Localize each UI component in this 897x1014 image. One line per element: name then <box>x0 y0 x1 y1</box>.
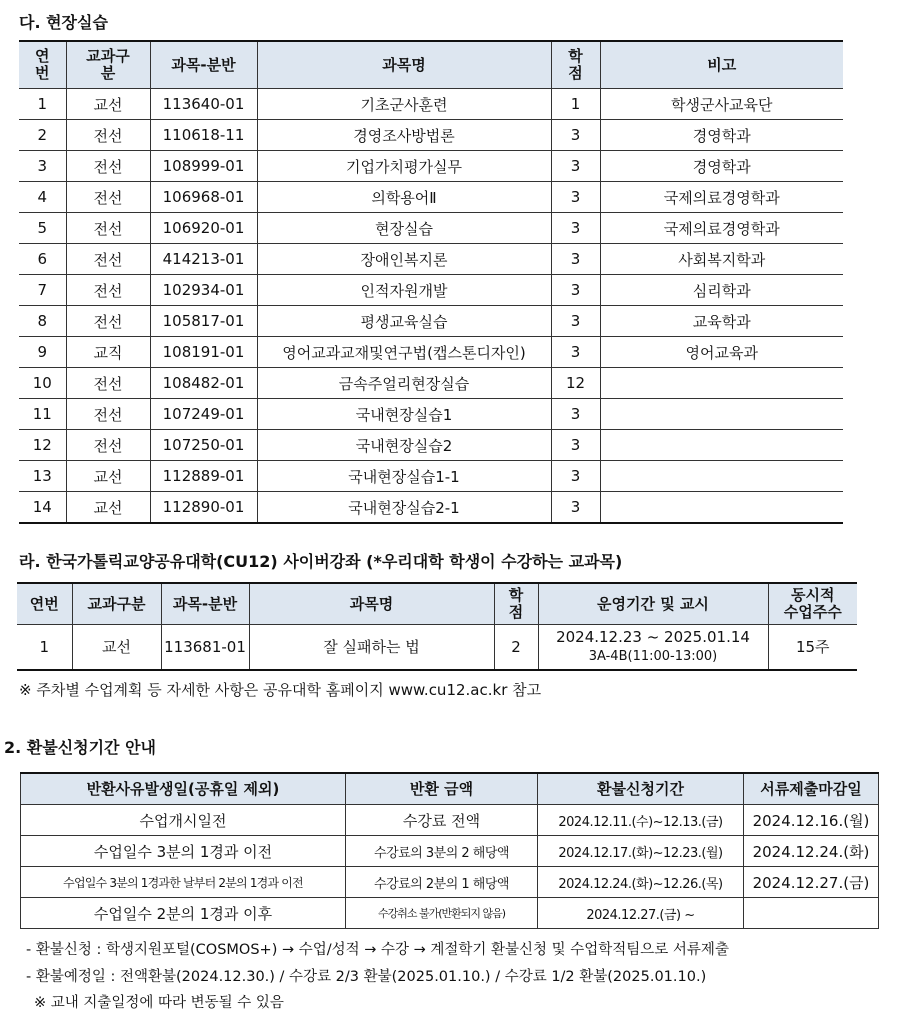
col-header-period: 운영기간 및 교시 <box>538 583 768 625</box>
table-row <box>19 244 843 275</box>
cell-remark <box>600 368 843 399</box>
cell-name: 영어교과교재및연구법(캡스톤디자인) <box>257 337 551 368</box>
cell-credit: 2 <box>494 625 538 671</box>
cell-period <box>538 625 768 671</box>
table-header-row <box>19 41 843 89</box>
cell-type: 교선 <box>66 89 150 120</box>
cell-code: 113681-01 <box>161 625 249 671</box>
cell-amount: 수강료의 3분의 2 해당액 <box>346 836 538 867</box>
cell-remark: 심리학과 <box>600 275 843 306</box>
cell-remark: 사회복지학과 <box>600 244 843 275</box>
cell-period: 2024.12.24.(화)~12.26.(목) <box>538 867 744 898</box>
col-header-name: 과목명 <box>257 41 551 89</box>
table-row <box>19 275 843 306</box>
cell-name: 국내현장실습1-1 <box>257 461 551 492</box>
cell-type: 전선 <box>66 213 150 244</box>
cell-credit: 3 <box>551 306 600 337</box>
table-row <box>21 898 879 929</box>
col-header-type: 교과구 분 <box>66 41 150 89</box>
table-row <box>21 805 879 836</box>
cell-type: 전선 <box>66 399 150 430</box>
cell-name: 경영조사방법론 <box>257 120 551 151</box>
cell-credit: 3 <box>551 244 600 275</box>
cell-name: 국내현장실습2 <box>257 430 551 461</box>
cell-period: 2024.12.17.(화)~12.23.(월) <box>538 836 744 867</box>
table-row <box>17 625 857 671</box>
cell-no: 6 <box>19 244 66 275</box>
cell-type: 전선 <box>66 151 150 182</box>
cell-credit: 3 <box>551 120 600 151</box>
cell-name: 기초군사훈련 <box>257 89 551 120</box>
cell-credit: 3 <box>551 337 600 368</box>
cell-credit: 3 <box>551 399 600 430</box>
cell-code: 108999-01 <box>150 151 257 182</box>
cell-type: 전선 <box>66 275 150 306</box>
cell-no: 12 <box>19 430 66 461</box>
cell-no: 4 <box>19 182 66 213</box>
table-row <box>19 306 843 337</box>
cell-name: 인적자원개발 <box>257 275 551 306</box>
cell-type: 전선 <box>66 368 150 399</box>
cell-credit: 3 <box>551 182 600 213</box>
cell-type: 교직 <box>66 337 150 368</box>
cell-name: 잘 실패하는 법 <box>249 625 494 671</box>
cell-type: 전선 <box>66 306 150 337</box>
col-header-no: 연번 <box>17 583 72 625</box>
cell-no: 9 <box>19 337 66 368</box>
cell-credit: 12 <box>551 368 600 399</box>
col-header-amount: 반환 금액 <box>346 773 538 805</box>
cell-credit: 1 <box>551 89 600 120</box>
cell-no: 8 <box>19 306 66 337</box>
table-row <box>19 492 843 524</box>
cell-code: 108482-01 <box>150 368 257 399</box>
cell-no: 10 <box>19 368 66 399</box>
cell-remark <box>600 492 843 524</box>
period-dates: 2024.12.23 ~ 2025.01.14 <box>556 628 750 646</box>
cell-type: 전선 <box>66 244 150 275</box>
cell-credit: 3 <box>551 151 600 182</box>
cell-name: 현장실습 <box>257 213 551 244</box>
cell-type: 전선 <box>66 430 150 461</box>
table-row <box>19 461 843 492</box>
cell-weeks: 15주 <box>768 625 857 671</box>
cell-no: 1 <box>19 89 66 120</box>
table-row <box>19 120 843 151</box>
table-row <box>19 430 843 461</box>
cell-credit: 3 <box>551 492 600 524</box>
cell-code: 110618-11 <box>150 120 257 151</box>
cell-remark: 경영학과 <box>600 151 843 182</box>
table-header-row <box>21 773 879 805</box>
refund-note-change: ※ 교내 지출일정에 따라 변동될 수 있음 <box>34 995 284 1011</box>
cu12-note: ※ 주차별 수업계획 등 자세한 사항은 공유대학 홈페이지 www.cu12.ac.kr 참고 <box>19 681 542 699</box>
cell-code: 107250-01 <box>150 430 257 461</box>
cell-remark <box>600 430 843 461</box>
col-header-no: 연 번 <box>19 41 66 89</box>
table-row <box>19 151 843 182</box>
cell-name: 국내현장실습1 <box>257 399 551 430</box>
table-row <box>19 89 843 120</box>
cell-code: 107249-01 <box>150 399 257 430</box>
cell-no: 5 <box>19 213 66 244</box>
cell-reason: 수업일수 3분의 1경과 이전 <box>21 836 346 867</box>
cell-type: 전선 <box>66 182 150 213</box>
col-header-deadline: 서류제출마감일 <box>744 773 879 805</box>
col-header-remark: 비고 <box>600 41 843 89</box>
cell-credit: 3 <box>551 213 600 244</box>
cell-no: 11 <box>19 399 66 430</box>
col-header-code: 과목-분반 <box>161 583 249 625</box>
cell-type: 교선 <box>72 625 161 671</box>
table-row <box>19 182 843 213</box>
table-row <box>19 337 843 368</box>
col-header-reason: 반환사유발생일(공휴일 제외) <box>21 773 346 805</box>
cell-code: 414213-01 <box>150 244 257 275</box>
refund-title: 2. 환불신청기간 안내 <box>4 738 156 757</box>
table-header-row <box>17 583 857 625</box>
cell-credit: 3 <box>551 275 600 306</box>
cell-credit: 3 <box>551 461 600 492</box>
cell-name: 금속주얼리현장실습 <box>257 368 551 399</box>
col-header-weeks: 동시적 수업주수 <box>768 583 857 625</box>
cell-name: 국내현장실습2-1 <box>257 492 551 524</box>
col-header-credit: 학 점 <box>551 41 600 89</box>
cell-code: 112890-01 <box>150 492 257 524</box>
col-header-code: 과목-분반 <box>150 41 257 89</box>
table-body <box>19 89 843 524</box>
cell-credit: 3 <box>551 430 600 461</box>
cell-type: 교선 <box>66 492 150 524</box>
cyber-course-table <box>17 582 857 671</box>
cell-reason: 수업일수 3분의 1경과한 날부터 2분의 1경과 이전 <box>21 867 346 898</box>
cell-remark: 영어교육과 <box>600 337 843 368</box>
cell-no: 1 <box>17 625 72 671</box>
cell-remark: 교육학과 <box>600 306 843 337</box>
period-time: 3A-4B(11:00-13:00) <box>588 649 718 664</box>
cell-deadline: 2024.12.24.(화) <box>744 836 879 867</box>
cell-amount: 수강취소 불가(반환되지 않음) <box>346 898 538 929</box>
refund-note-apply: - 환불신청 : 학생지원포털(COSMOS+) → 수업/성적 → 수강 → 계절학기 환불신청 및 수업학적팀으로 서류제출 <box>26 942 729 958</box>
cell-remark: 국제의료경영학과 <box>600 213 843 244</box>
cell-deadline <box>744 898 879 929</box>
cell-name: 평생교육실습 <box>257 306 551 337</box>
cell-no: 13 <box>19 461 66 492</box>
cell-type: 교선 <box>66 461 150 492</box>
cell-no: 2 <box>19 120 66 151</box>
cell-no: 14 <box>19 492 66 524</box>
cell-remark: 국제의료경영학과 <box>600 182 843 213</box>
cell-name: 의학용어Ⅱ <box>257 182 551 213</box>
section-d-title: 라. 한국가톨릭교양공유대학(CU12) 사이버강좌 (*우리대학 학생이 수강하는 교과목) <box>19 552 623 571</box>
cell-reason: 수업일수 2분의 1경과 이후 <box>21 898 346 929</box>
cell-remark: 학생군사교육단 <box>600 89 843 120</box>
table-row <box>19 368 843 399</box>
cell-reason: 수업개시일전 <box>21 805 346 836</box>
cell-code: 106920-01 <box>150 213 257 244</box>
cell-amount: 수강료 전액 <box>346 805 538 836</box>
cell-remark <box>600 399 843 430</box>
col-header-type: 교과구분 <box>72 583 161 625</box>
section-c-title: 다. 현장실습 <box>19 13 108 32</box>
refund-note-schedule: - 환불예정일 : 전액환불(2024.12.30.) / 수강료 2/3 환불(2025.01.10.) / 수강료 1/2 환불(2025.01.10.) <box>26 969 707 985</box>
table-row <box>19 213 843 244</box>
cell-code: 102934-01 <box>150 275 257 306</box>
cell-deadline: 2024.12.27.(금) <box>744 867 879 898</box>
cell-code: 108191-01 <box>150 337 257 368</box>
table-row <box>19 399 843 430</box>
table-row <box>21 836 879 867</box>
cell-no: 3 <box>19 151 66 182</box>
cell-remark: 경영학과 <box>600 120 843 151</box>
cell-period: 2024.12.11.(수)~12.13.(금) <box>538 805 744 836</box>
cell-amount: 수강료의 2분의 1 해당액 <box>346 867 538 898</box>
cell-name: 장애인복지론 <box>257 244 551 275</box>
field-practice-table <box>19 40 843 524</box>
refund-table <box>20 772 879 929</box>
cell-no: 7 <box>19 275 66 306</box>
col-header-name: 과목명 <box>249 583 494 625</box>
cell-code: 112889-01 <box>150 461 257 492</box>
cell-code: 105817-01 <box>150 306 257 337</box>
col-header-period: 환불신청기간 <box>538 773 744 805</box>
cell-code: 106968-01 <box>150 182 257 213</box>
cell-name: 기업가치평가실무 <box>257 151 551 182</box>
col-header-credit: 학 점 <box>494 583 538 625</box>
cell-type: 전선 <box>66 120 150 151</box>
cell-period: 2024.12.27.(금) ~ <box>538 898 744 929</box>
table-row <box>21 867 879 898</box>
cell-code: 113640-01 <box>150 89 257 120</box>
cell-deadline: 2024.12.16.(월) <box>744 805 879 836</box>
cell-remark <box>600 461 843 492</box>
